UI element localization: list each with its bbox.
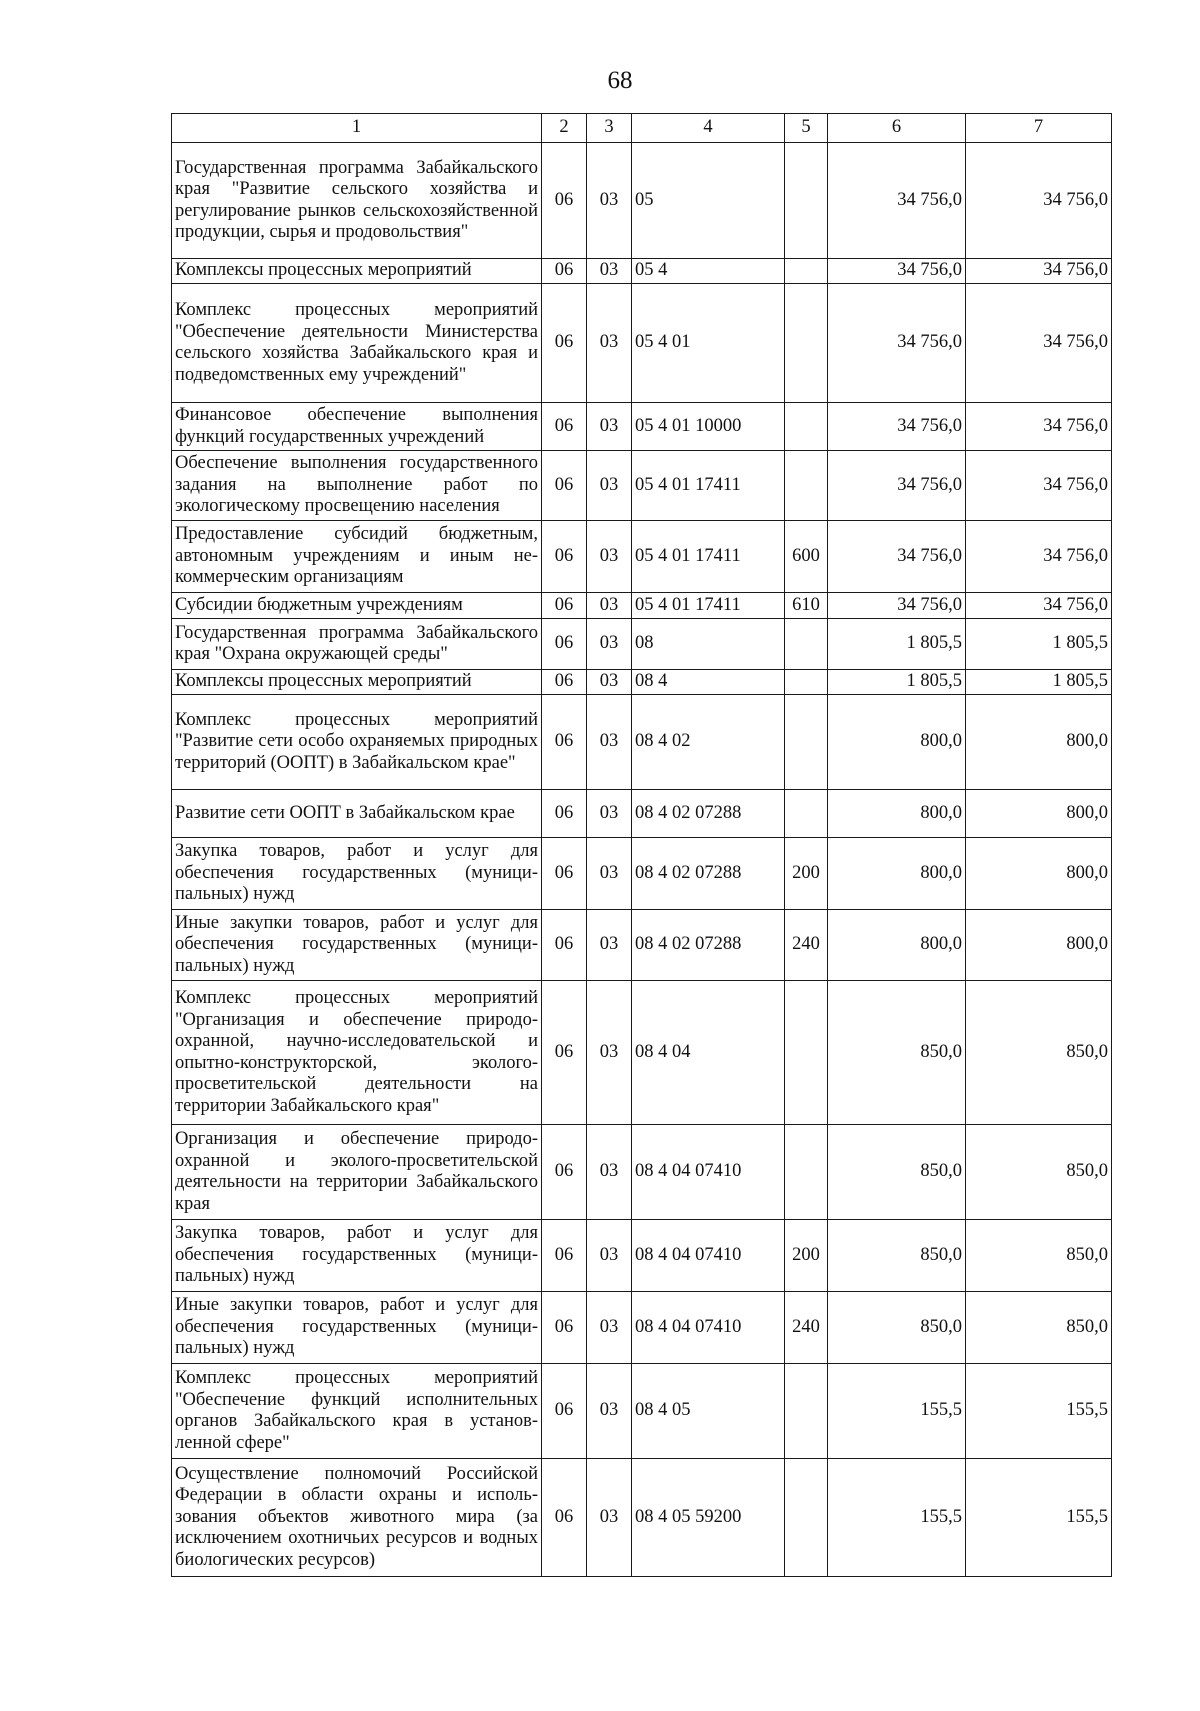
table-row <box>172 790 1112 838</box>
cell-expense-type <box>785 981 828 1125</box>
table-row <box>172 521 1112 593</box>
row-name: Иные закупки товаров, работ и услуг для обеспечения государственных (муниципальных) нужд <box>172 1292 542 1364</box>
cell-target-item: 05 <box>632 143 785 259</box>
cell-section: 06 <box>542 910 587 981</box>
cell-amount-1: 850,0 <box>828 1220 966 1292</box>
cell-target-item: 05 4 01 17411 <box>632 451 785 521</box>
cell-section: 06 <box>542 403 587 451</box>
page-number: 68 <box>607 67 633 94</box>
cell-amount-1: 34 756,0 <box>828 521 966 593</box>
cell-target-item: 05 4 01 17411 <box>632 521 785 593</box>
cell-amount-2: 34 756,0 <box>966 284 1112 403</box>
cell-section: 06 <box>542 981 587 1125</box>
header-col-1: 1 <box>172 114 542 143</box>
cell-amount-1: 850,0 <box>828 1292 966 1364</box>
row-name: Субсидии бюджетным учреждениям <box>172 593 542 619</box>
cell-amount-2: 34 756,0 <box>966 403 1112 451</box>
cell-amount-1: 1 805,5 <box>828 619 966 670</box>
cell-subsection: 03 <box>587 143 632 259</box>
cell-target-item: 08 4 02 07288 <box>632 838 785 910</box>
cell-amount-2: 1 805,5 <box>966 670 1112 695</box>
row-name: Комплекс процессных мероприятий "Обеспечение деятельности Министерства сельского хозяйства Забайкальского края и подведомственных ему учреждений" <box>172 284 542 403</box>
cell-amount-2: 850,0 <box>966 1292 1112 1364</box>
cell-target-item: 08 <box>632 619 785 670</box>
table-row <box>172 1220 1112 1292</box>
row-name: Осуществление полномочий Российской Федерации в области охраны и использования объектов животного мира (за исключением охотничьих ресурсов и водных биологических ресурсов) <box>172 1459 542 1577</box>
cell-amount-1: 850,0 <box>828 1125 966 1220</box>
row-name: Комплексы процессных мероприятий <box>172 670 542 695</box>
row-name: Финансовое обеспечение выполнения функций государственных учреждений <box>172 403 542 451</box>
cell-amount-1: 800,0 <box>828 838 966 910</box>
cell-target-item: 08 4 05 59200 <box>632 1459 785 1577</box>
cell-subsection: 03 <box>587 259 632 284</box>
cell-section: 06 <box>542 1220 587 1292</box>
cell-target-item: 08 4 04 <box>632 981 785 1125</box>
cell-section: 06 <box>542 259 587 284</box>
cell-amount-1: 800,0 <box>828 910 966 981</box>
table-row <box>172 910 1112 981</box>
cell-expense-type: 200 <box>785 838 828 910</box>
table-row <box>172 1125 1112 1220</box>
cell-amount-2: 155,5 <box>966 1364 1112 1459</box>
header-col-7: 7 <box>966 114 1112 143</box>
row-name: Обеспечение выполнения государственного задания на выполнение работ по экологическому просвещению населения <box>172 451 542 521</box>
cell-amount-1: 800,0 <box>828 695 966 790</box>
header-col-6: 6 <box>828 114 966 143</box>
cell-section: 06 <box>542 521 587 593</box>
cell-expense-type <box>785 284 828 403</box>
cell-amount-2: 800,0 <box>966 910 1112 981</box>
cell-expense-type <box>785 451 828 521</box>
table-row <box>172 670 1112 695</box>
row-name: Закупка товаров, работ и услуг для обеспечения государственных (муниципальных) нужд <box>172 838 542 910</box>
cell-subsection: 03 <box>587 790 632 838</box>
row-name: Государственная программа Забайкальского края "Развитие сельского хозяйства и регулирование рынков сельскохозяйственной продукции, сырья и продовольствия" <box>172 143 542 259</box>
row-name: Закупка товаров, работ и услуг для обеспечения государственных (муниципальных) нужд <box>172 1220 542 1292</box>
row-name: Иные закупки товаров, работ и услуг для обеспечения государственных (муниципальных) нужд <box>172 910 542 981</box>
cell-amount-2: 850,0 <box>966 1220 1112 1292</box>
cell-section: 06 <box>542 695 587 790</box>
cell-expense-type: 240 <box>785 910 828 981</box>
table-row <box>172 451 1112 521</box>
budget-table <box>171 113 1112 1577</box>
table-row <box>172 284 1112 403</box>
table-row <box>172 1364 1112 1459</box>
row-name: Комплекс процессных мероприятий "Развитие сети особо охраняемых природных территорий (ООПТ) в Забайкальском крае" <box>172 695 542 790</box>
cell-amount-1: 155,5 <box>828 1364 966 1459</box>
cell-subsection: 03 <box>587 695 632 790</box>
cell-target-item: 08 4 02 07288 <box>632 790 785 838</box>
header-col-2: 2 <box>542 114 587 143</box>
cell-section: 06 <box>542 790 587 838</box>
cell-amount-1: 34 756,0 <box>828 143 966 259</box>
cell-amount-2: 800,0 <box>966 838 1112 910</box>
cell-amount-2: 155,5 <box>966 1459 1112 1577</box>
cell-expense-type: 610 <box>785 593 828 619</box>
cell-expense-type: 600 <box>785 521 828 593</box>
cell-target-item: 08 4 04 07410 <box>632 1292 785 1364</box>
cell-amount-1: 34 756,0 <box>828 284 966 403</box>
cell-expense-type <box>785 1459 828 1577</box>
cell-target-item: 08 4 05 <box>632 1364 785 1459</box>
cell-section: 06 <box>542 619 587 670</box>
cell-section: 06 <box>542 1364 587 1459</box>
table-row <box>172 593 1112 619</box>
cell-amount-1: 800,0 <box>828 790 966 838</box>
cell-target-item: 05 4 01 <box>632 284 785 403</box>
cell-amount-2: 800,0 <box>966 695 1112 790</box>
table-row <box>172 1459 1112 1577</box>
cell-expense-type <box>785 259 828 284</box>
cell-amount-2: 34 756,0 <box>966 451 1112 521</box>
cell-subsection: 03 <box>587 451 632 521</box>
cell-expense-type <box>785 670 828 695</box>
header-col-5: 5 <box>785 114 828 143</box>
row-name: Организация и обеспечение природоохранной и эколого-просветительской деятельности на территории Забайкальского края <box>172 1125 542 1220</box>
cell-subsection: 03 <box>587 670 632 695</box>
cell-target-item: 08 4 04 07410 <box>632 1220 785 1292</box>
row-name: Комплекс процессных мероприятий "Организация и обеспечение природоохранной, научно-исследовательской и опытно-конструкторской, эколого-просветительской деятельности на территории Забайкальского края" <box>172 981 542 1125</box>
cell-expense-type <box>785 403 828 451</box>
cell-subsection: 03 <box>587 1220 632 1292</box>
cell-subsection: 03 <box>587 1292 632 1364</box>
table-row <box>172 619 1112 670</box>
cell-amount-2: 34 756,0 <box>966 521 1112 593</box>
cell-expense-type: 240 <box>785 1292 828 1364</box>
table-row <box>172 259 1112 284</box>
cell-subsection: 03 <box>587 1125 632 1220</box>
row-name: Предоставление субсидий бюджетным, автономным учреждениям и иным некоммерческим организациям <box>172 521 542 593</box>
cell-amount-1: 1 805,5 <box>828 670 966 695</box>
cell-expense-type <box>785 695 828 790</box>
cell-target-item: 08 4 02 07288 <box>632 910 785 981</box>
table-row <box>172 1292 1112 1364</box>
cell-target-item: 08 4 04 07410 <box>632 1125 785 1220</box>
cell-subsection: 03 <box>587 403 632 451</box>
row-name: Комплексы процессных мероприятий <box>172 259 542 284</box>
cell-expense-type <box>785 790 828 838</box>
cell-subsection: 03 <box>587 1459 632 1577</box>
cell-amount-1: 34 756,0 <box>828 403 966 451</box>
cell-amount-1: 34 756,0 <box>828 451 966 521</box>
cell-amount-2: 800,0 <box>966 790 1112 838</box>
cell-section: 06 <box>542 670 587 695</box>
cell-target-item: 05 4 <box>632 259 785 284</box>
cell-subsection: 03 <box>587 593 632 619</box>
cell-subsection: 03 <box>587 619 632 670</box>
row-name: Развитие сети ООПТ в Забайкальском крае <box>172 790 542 838</box>
cell-section: 06 <box>542 1459 587 1577</box>
cell-expense-type: 200 <box>785 1220 828 1292</box>
cell-section: 06 <box>542 838 587 910</box>
cell-subsection: 03 <box>587 981 632 1125</box>
cell-section: 06 <box>542 1125 587 1220</box>
cell-section: 06 <box>542 451 587 521</box>
cell-amount-1: 34 756,0 <box>828 593 966 619</box>
cell-amount-2: 1 805,5 <box>966 619 1112 670</box>
header-row <box>172 114 1112 143</box>
cell-amount-2: 34 756,0 <box>966 259 1112 284</box>
cell-amount-1: 850,0 <box>828 981 966 1125</box>
row-name: Комплекс процессных мероприятий "Обеспечение функций исполнительных органов Забайкальского края в установленной сфере" <box>172 1364 542 1459</box>
cell-amount-2: 34 756,0 <box>966 143 1112 259</box>
cell-subsection: 03 <box>587 838 632 910</box>
cell-target-item: 05 4 01 17411 <box>632 593 785 619</box>
cell-section: 06 <box>542 593 587 619</box>
cell-section: 06 <box>542 284 587 403</box>
table-row <box>172 838 1112 910</box>
header-col-3: 3 <box>587 114 632 143</box>
cell-expense-type <box>785 619 828 670</box>
cell-target-item: 08 4 02 <box>632 695 785 790</box>
cell-amount-2: 850,0 <box>966 1125 1112 1220</box>
cell-target-item: 08 4 <box>632 670 785 695</box>
table-row <box>172 695 1112 790</box>
cell-section: 06 <box>542 143 587 259</box>
cell-amount-1: 34 756,0 <box>828 259 966 284</box>
table-row <box>172 981 1112 1125</box>
cell-expense-type <box>785 1125 828 1220</box>
cell-subsection: 03 <box>587 1364 632 1459</box>
cell-expense-type <box>785 143 828 259</box>
cell-target-item: 05 4 01 10000 <box>632 403 785 451</box>
cell-amount-2: 850,0 <box>966 981 1112 1125</box>
table-row <box>172 143 1112 259</box>
cell-subsection: 03 <box>587 910 632 981</box>
cell-amount-2: 34 756,0 <box>966 593 1112 619</box>
cell-amount-1: 155,5 <box>828 1459 966 1577</box>
cell-subsection: 03 <box>587 521 632 593</box>
row-name: Государственная программа Забайкальского края "Охрана окружающей среды" <box>172 619 542 670</box>
cell-expense-type <box>785 1364 828 1459</box>
header-col-4: 4 <box>632 114 785 143</box>
table-row <box>172 403 1112 451</box>
cell-section: 06 <box>542 1292 587 1364</box>
cell-subsection: 03 <box>587 284 632 403</box>
